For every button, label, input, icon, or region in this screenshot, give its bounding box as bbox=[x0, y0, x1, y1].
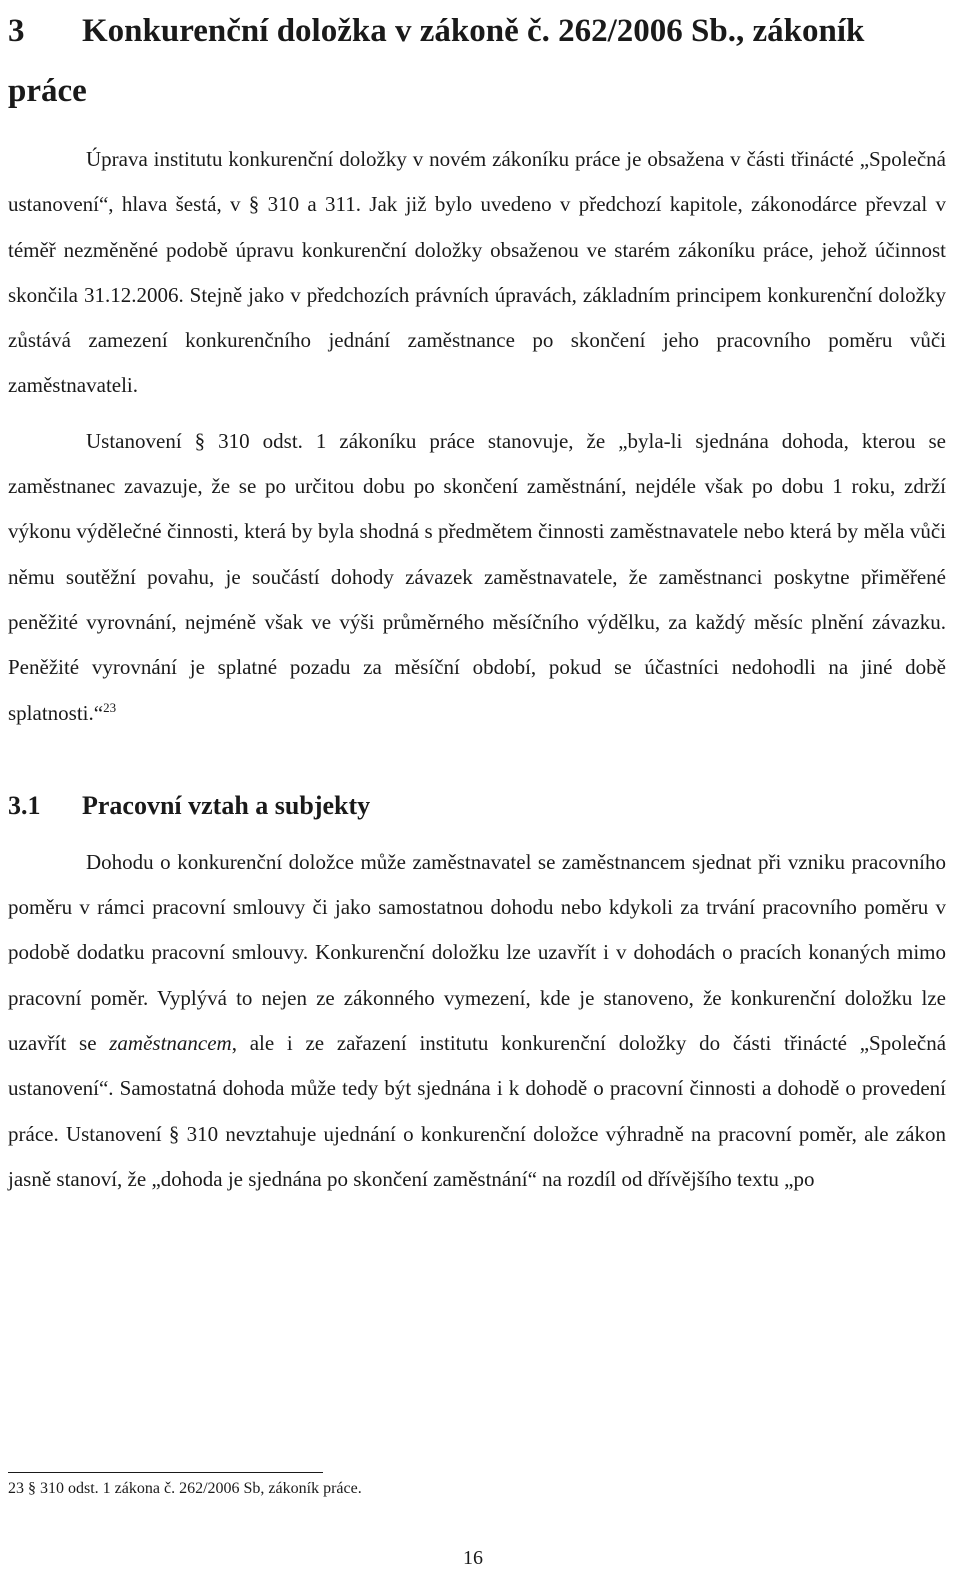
paragraph-intro: Úprava institutu konkurenční doložky v novém zákoníku práce je obsažena v části třinácté „Společná ustanovení“, hlava šestá, v § 310 a 311. Jak již bylo uvedeno v předchozí kapitole, zákonodárce převzal v téměř nezměněné podobě úpravu konkurenční doložky obsaženou ve starém zákoníku práce, jehož účinnost skončila 31.12.2006. Stejně jako v předchozích právních úpravách, základním principem konkurenční doložky zůstává zamezení konkurenčního jednání zaměstnance po skončení jeho pracovního poměru vůči zaměstnavateli. bbox=[8, 147, 946, 398]
footnote-separator bbox=[8, 1472, 323, 1473]
section-number: 3.1 bbox=[8, 790, 41, 820]
paragraph-agreement-part2: , ale i ze zařazení institutu konkurenční doložky do části třinácté „Společná ustanovení“. Samostatná dohoda může tedy být sjednána i k dohodě o pracovní činnosti a dohodě o provedení práce. Ustanovení § 310 nevztahuje ujednání o konkurenční doložce výhradně na pracovní poměr, ale zákon jasně stanoví, že „dohoda je sjednána po skončení zaměstnání“ na rozdíl od dřívějšího textu „po bbox=[8, 1031, 947, 1191]
section-title: Pracovní vztah a subjekty bbox=[82, 790, 371, 820]
chapter-heading bbox=[8, 0, 946, 121]
footnote: 23 § 310 odst. 1 zákona č. 262/2006 Sb, zákoník práce. bbox=[8, 1480, 362, 1497]
chapter-title: Konkurenční doložka v zákoně č. 262/2006 Sb., zákoník práce bbox=[8, 13, 865, 109]
section-heading bbox=[8, 784, 946, 828]
document-page bbox=[8, 0, 946, 1202]
page-number: 16 bbox=[463, 1547, 483, 1569]
paragraph-statute-quote-text: Ustanovení § 310 odst. 1 zákoníku práce stanovuje, že „byla-li sjednána dohoda, kterou se zaměstnanec zavazuje, že se po určitou dobu po skončení zaměstnání, nejdéle však po dobu 1 roku, zdrží výkonu výdělečné činnosti, která by byla shodná s předmětem činnosti zaměstnavatele nebo která by měla vůči němu soutěžní povahu, je součástí dohody závazek zaměstnavatele, že zaměstnanci poskytne přiměřené peněžité vyrovnání, nejméně však ve výši průměrného měsíčního výdělku, za každý měsíc plnění závazku. Peněžité vyrovnání je splatné pozadu za měsíční období, pokud se účastníci nedohodli na jiné době splatnosti.“ bbox=[8, 428, 946, 725]
chapter-number: 3 bbox=[8, 13, 25, 49]
footnote-reference[interactable]: 23 bbox=[103, 699, 117, 715]
paragraph-agreement bbox=[8, 840, 946, 1202]
paragraph-statute-quote bbox=[8, 419, 946, 736]
paragraph-agreement-part1: Dohodu o konkurenční doložce může zaměstnavatel se zaměstnancem sjednat při vzniku pracovního poměru v rámci pracovní smlouvy či jako samostatnou dohodu nebo kdykoli za trvání pracovního poměru v podobě dodatku pracovní smlouvy. Konkurenční doložku lze uzavřít i v dohodách o pracích konaných mimo pracovní poměr. Vyplývá to nejen ze zákonného vymezení, kde je stanoveno, že konkurenční doložku lze uzavřít se bbox=[8, 849, 946, 1056]
emphasis-term: zaměstnancem bbox=[109, 1031, 232, 1056]
